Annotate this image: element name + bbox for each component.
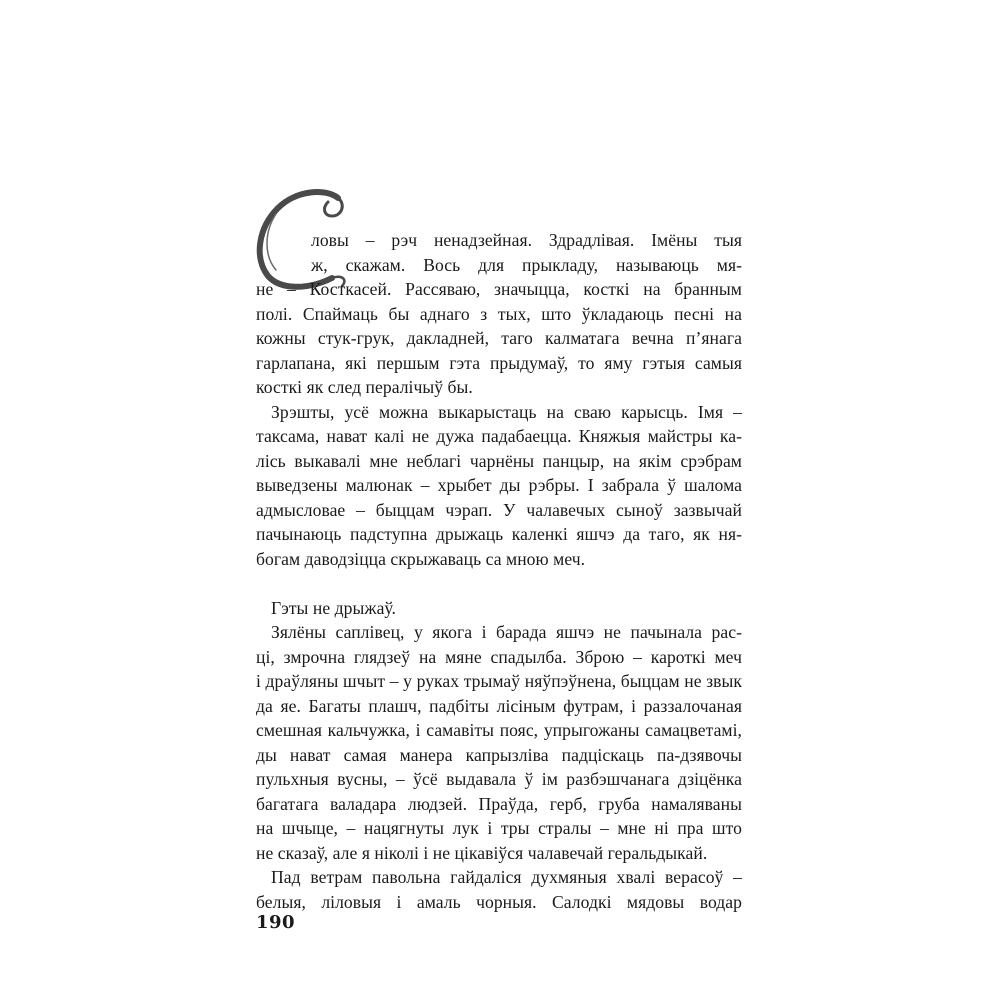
text-line: на шчыце, – нацягнуты лук і тры стралы – мне ні пра што — [256, 818, 742, 838]
text-line: і драўляны шчыт – у руках трымаў няўпэўнена, быццам не звык — [256, 671, 742, 691]
text-line: Гэты не дрыжаў. — [271, 597, 396, 618]
text-line: лісь выкавалі мне неблагі чарнёны панцыр, на якім срэбрам — [256, 450, 742, 471]
text-line: полі. Спаймаць бы аднаго з тых, што ўкладаюць песні на — [256, 303, 742, 324]
text-line: таксама, нават калі не дужа падабаецца. Княжыя майстры ка- — [256, 426, 742, 446]
paragraph-4 — [256, 620, 742, 865]
text-line: Зрэшты, усё можна выкарыстаць на сваю карысць. Імя – — [271, 401, 742, 422]
text-line: ловы – рэч ненадзейная. Здрадлівая. Імёны тыя — [311, 230, 742, 250]
text-line: выведзены малюнак – хрыбет ды рэбры. І забрала ў шалома — [256, 475, 742, 495]
text-line: адмысловае – быццам чэрап. У чалавечых сыноў зазвычай — [256, 499, 742, 520]
text-line: пульхныя вусны, – ўсё выдавала ў ім разбэшчанага дзіцёнка — [256, 769, 742, 789]
text-line: ж, скажам. Вось для прыкладу, называюць мя- — [311, 254, 742, 275]
paragraph-2 — [256, 400, 742, 572]
section-break — [256, 571, 742, 596]
text-line: багатага валадара людзей. Праўда, герб, груба намаляваны — [256, 793, 742, 814]
text-line: белыя, ліловыя і амаль чорныя. Салодкі мядовы водар — [256, 891, 742, 912]
text-line: косткі як след пералічыў бы. — [256, 377, 473, 397]
text-line: не сказаў, але я ніколі і не цікавіўся чалавечай геральдыкай. — [256, 842, 708, 863]
paragraph-5 — [256, 865, 742, 914]
page-number: 190 — [256, 912, 296, 933]
text-line: кожны стук-грук, дакладней, таго калматага вечна п’янага — [256, 328, 742, 348]
text-line: Пад ветрам павольна гайдаліся духмяныя хвалі верасоў – — [271, 867, 742, 887]
text-line: не – Косткасей. Рассяваю, значыцца, косткі на бранным — [256, 279, 742, 299]
text-line: гарлапана, які першым гэта прыдумаў, то яму гэтыя самыя — [256, 352, 742, 373]
text-line: да яе. Багаты плашч, падбіты лісіным футрам, і раззалочаная — [256, 695, 742, 716]
text-line: смешная кальчужка, і самавіты пояс, упрыгожаны самацветамі, — [256, 720, 742, 740]
text-line: ці, змрочна глядзеў на мяне спадылба. Зброю – кароткі меч — [256, 646, 742, 667]
paragraph-1 — [256, 228, 742, 400]
text-line: Зялёны саплівец, у якога і барада яшчэ не пачынала рас- — [271, 622, 742, 642]
text-line: богам даводзіцца скрыжаваць са мною меч. — [256, 548, 586, 569]
body-text — [256, 228, 742, 914]
text-line: пачынаюць падступна дрыжаць каленкі яшчэ да таго, як ня- — [256, 524, 742, 544]
text-line: ды нават самая манера капрызліва падціскаць па-дзявочы — [256, 744, 742, 765]
paragraph-3 — [256, 596, 742, 621]
